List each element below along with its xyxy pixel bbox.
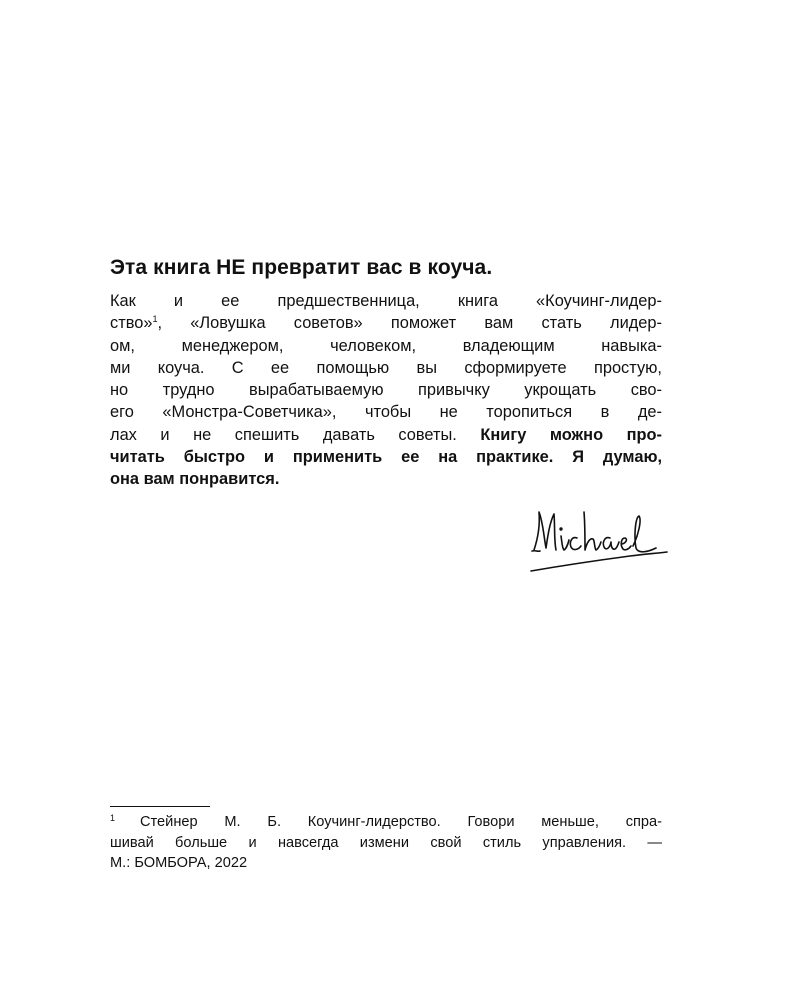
section-heading: Эта книга НЕ превратит вас в коуча.: [110, 256, 493, 279]
text-run: но трудно вырабатываемую привычку укрощать сво-: [110, 381, 662, 400]
text-run: М.: БОМБОРА, 2022: [110, 855, 248, 871]
text-run: шивай больше и навсегда измени свой стиль управления. —: [110, 834, 662, 851]
footnote-line: [110, 853, 662, 874]
text-run: ом, менеджером, человеком, владеющим навыка-: [110, 336, 662, 355]
bold-text-run: она вам понравится.: [110, 470, 280, 489]
text-run: ми коуча. С ее помощью вы сформируете простую,: [110, 358, 662, 377]
text-run: ство»: [110, 314, 153, 333]
footnote-reference[interactable]: 1: [152, 314, 158, 325]
footnote-line: 1 Стейнер М. Б. Коучинг-лидерство. Говори меньше, спра-: [110, 813, 662, 830]
text-run: , «Ловушка советов» поможет вам стать лидер-: [157, 314, 662, 333]
paragraph-line: [110, 424, 662, 446]
paragraph-line: [110, 335, 662, 357]
text-run: лах и не спешить давать советы.: [110, 425, 481, 444]
footnote-line: [110, 833, 662, 854]
text-run: его «Монстра-Советчика», чтобы не торопиться в де-: [110, 403, 662, 422]
paragraph-line: [110, 401, 662, 423]
main-paragraph: [110, 290, 662, 491]
paragraph-line: [110, 312, 662, 334]
text-run: Как и ее предшественница, книга «Коучинг-лидер-: [110, 292, 662, 310]
book-page: [110, 0, 662, 1000]
text-run: Стейнер М. Б. Коучинг-лидерство. Говори меньше, спра-: [140, 814, 662, 830]
paragraph-line: [110, 468, 662, 490]
footnote: [110, 812, 662, 874]
handwritten-signature: [530, 508, 670, 578]
bold-text-run: читать быстро и применить ее на практике. Я думаю,: [110, 448, 662, 467]
paragraph-line: [110, 379, 662, 401]
footnote-divider: [110, 806, 210, 807]
bold-text-run: Книгу можно про-: [480, 425, 663, 444]
paragraph-line: [110, 290, 662, 312]
paragraph-line: [110, 357, 662, 379]
paragraph-line: [110, 446, 662, 468]
